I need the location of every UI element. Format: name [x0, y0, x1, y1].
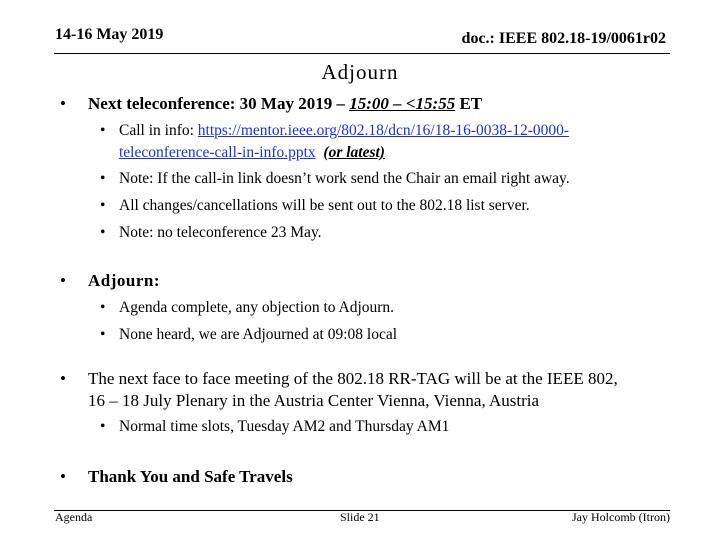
bullet-dot: • — [60, 271, 66, 290]
note-text-3: Note: no teleconference 23 May. — [119, 224, 322, 241]
footer-slide-number: Slide 21 — [340, 510, 380, 524]
call-in-latest-note: (or latest) — [323, 144, 385, 161]
slide-title: Adjourn — [321, 60, 399, 84]
time-slots-text: Normal time slots, Tuesday AM2 and Thursday AM1 — [119, 418, 450, 435]
adjourn-text-1: Agenda complete, any objection to Adjourn. — [119, 299, 395, 316]
note-text-1: Note: If the call-in link doesn’t work send the Chair an email right away. — [119, 170, 570, 187]
header-doc-id: doc.: IEEE 802.18-19/0061r02 — [461, 30, 666, 47]
next-meeting-line-2: 16 – 18 July Plenary in the Austria Center Vienna, Vienna, Austria — [88, 391, 540, 410]
adjourn-heading: Adjourn: — [88, 271, 161, 290]
header-date: 14-16 May 2019 — [55, 26, 164, 43]
adjourn-text-2: None heard, we are Adjourned at 09:08 local — [119, 326, 398, 343]
next-meeting-line-1: The next face to face meeting of the 802.18 RR-TAG will be at the IEEE 802, — [88, 369, 618, 388]
call-in-link[interactable]: https://mentor.ieee.org/802.18/dcn/16/18-16-0038-12-0000- — [197, 122, 570, 139]
next-teleconference-time: 15:00 – <15:55 — [349, 94, 456, 113]
header-rule — [54, 53, 670, 54]
next-teleconference-line — [88, 93, 482, 115]
next-teleconference-prefix: Next teleconference: 30 May 2019 – — [88, 94, 350, 113]
footer-left: Agenda — [55, 510, 93, 524]
next-teleconference-suffix: ET — [455, 94, 483, 113]
bullet-dot: • — [60, 369, 66, 388]
footer-author: Jay Holcomb (Itron) — [572, 510, 670, 524]
call-in-link-continued[interactable]: teleconference-call-in-info.pptx — [119, 144, 316, 161]
call-in-prefix: Call in info: — [119, 122, 198, 139]
bullet-dot: • — [60, 94, 66, 113]
bullet-dot: • — [60, 467, 66, 486]
sub-bullet-dot: • — [100, 122, 106, 139]
thank-you-heading: Thank You and Safe Travels — [88, 467, 293, 486]
note-text-2: All changes/cancellations will be sent out to the 802.18 list server. — [119, 197, 530, 214]
